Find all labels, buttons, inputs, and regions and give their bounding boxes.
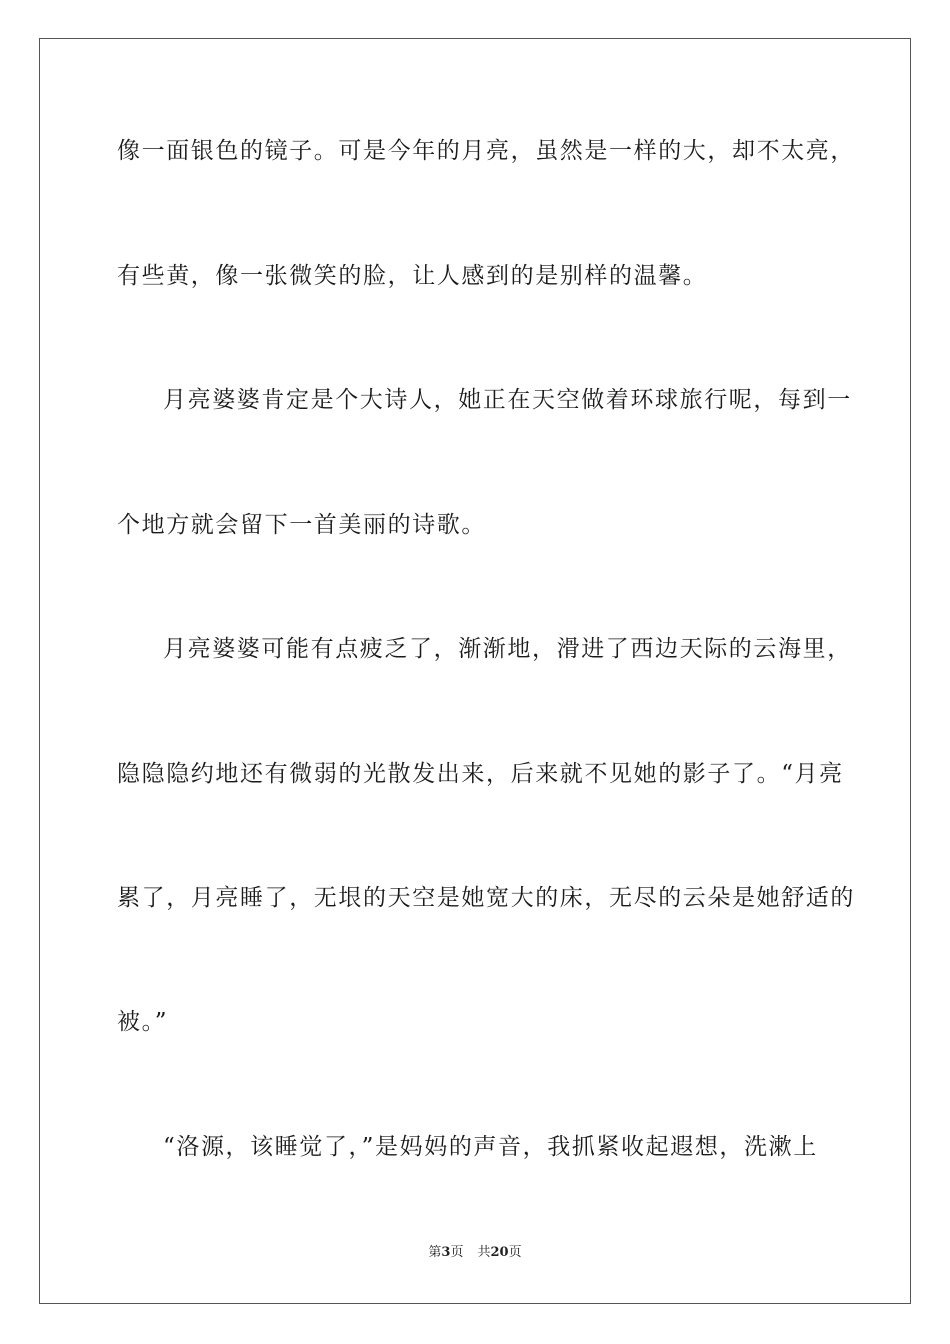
page-border: [39, 38, 911, 1304]
total-prefix: 共: [477, 1245, 491, 1260]
text-line-2: 有些黄，像一张微笑的脸，让人感到的是别样的温馨。: [117, 263, 708, 289]
text-line-7: 累了，月亮睡了，无垠的天空是她宽大的床，无尽的云朵是她舒适的: [117, 885, 855, 911]
page-footer: [0, 1244, 950, 1262]
text-line-8: 被。”: [117, 1009, 169, 1035]
text-line-6: 隐隐隐约地还有微弱的光散发出来，后来就不见她的影子了。“月亮: [117, 761, 844, 787]
page-suffix: 页: [450, 1245, 464, 1260]
page-number: 3: [441, 1245, 451, 1260]
text-line-9: “洛源，该睡觉了，”是妈妈的声音，我抓紧收起遐想，洗漱上: [163, 1134, 818, 1160]
text-line-1: 像一面银色的镜子。可是今年的月亮，虽然是一样的大，却不太亮，: [117, 138, 855, 164]
page-prefix: 第: [428, 1245, 442, 1260]
text-line-3: 月亮婆婆肯定是个大诗人，她正在天空做着环球旅行呢，每到一: [163, 387, 852, 413]
text-line-4: 个地方就会留下一首美丽的诗歌。: [117, 512, 486, 538]
total-suffix: 页: [508, 1245, 522, 1260]
text-line-5: 月亮婆婆可能有点疲乏了，渐渐地，滑进了西边天际的云海里，: [163, 636, 852, 662]
total-pages: 20: [490, 1245, 509, 1260]
